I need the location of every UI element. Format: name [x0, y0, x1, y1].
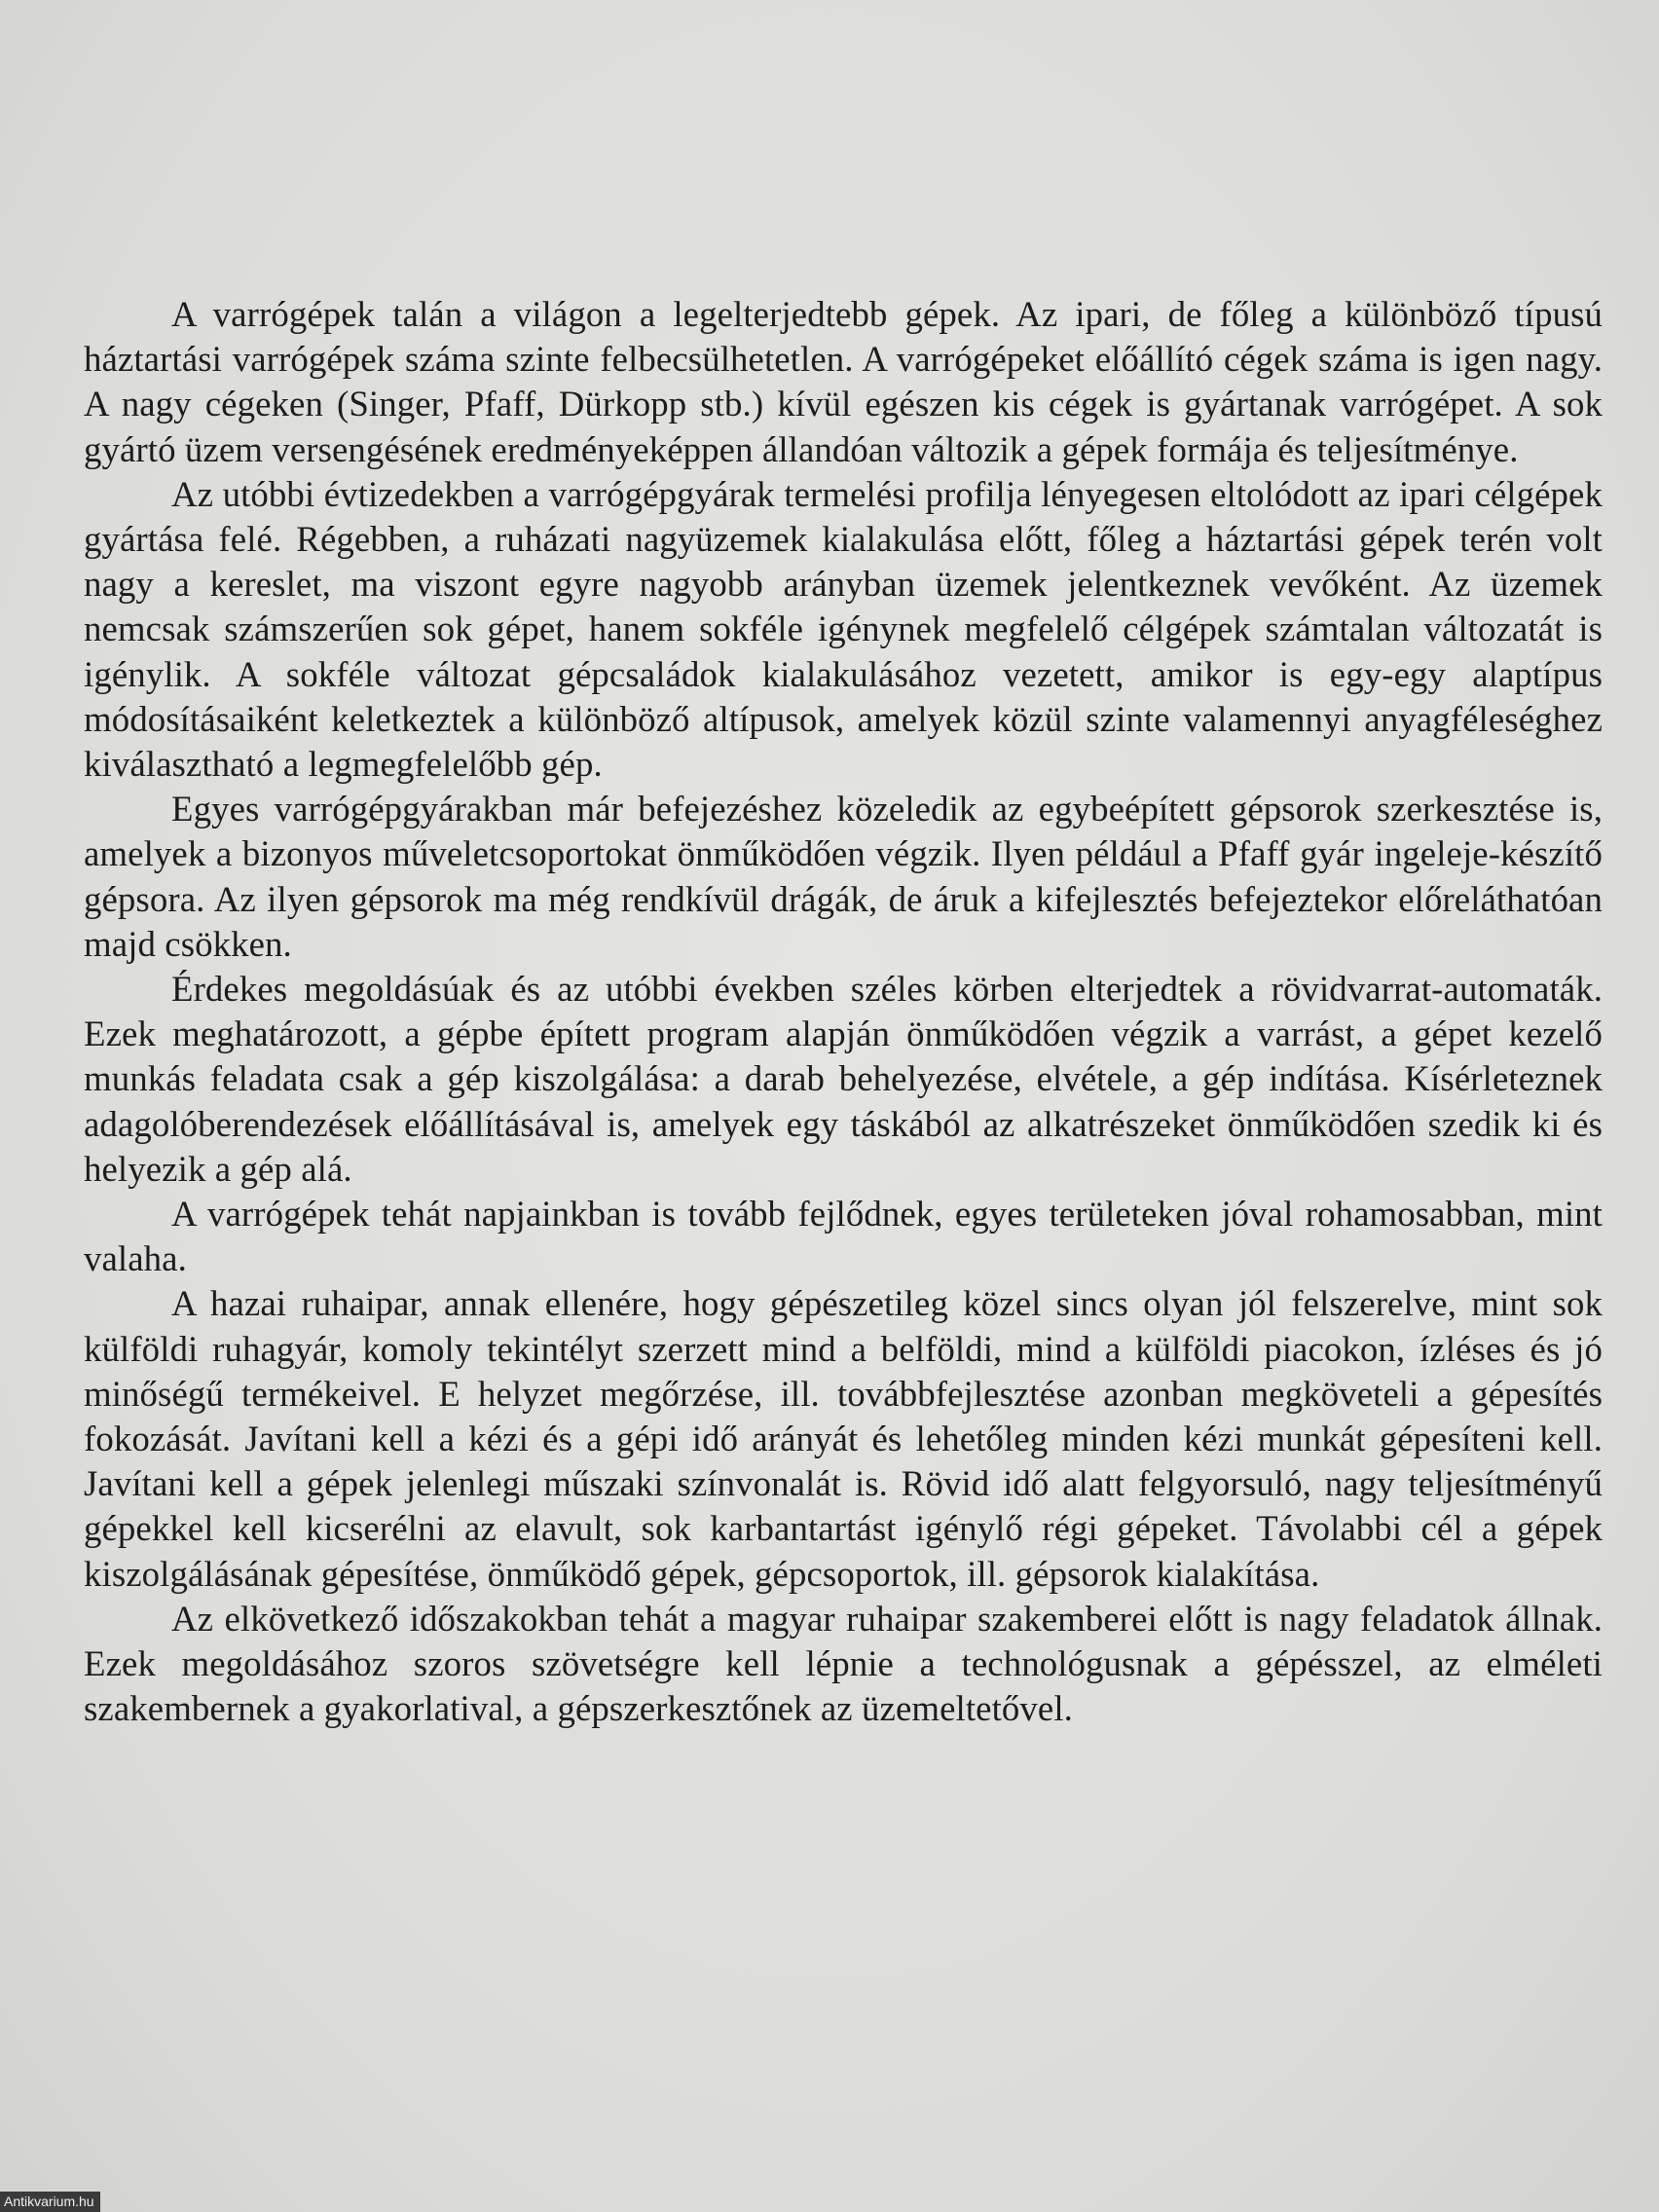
paragraph-6: A hazai ruhaipar, annak ellenére, hogy gépészetileg közel sincs olyan jól felszerelve, mint sok külföldi ruhagyár, komoly tekintélyt szerzett mind a belföldi, mind a külföldi piacokon, ízléses és jó minőségű termékeivel. E helyzet megőrzése, ill. továbbfejlesztése azonban megköveteli a gépesítés fokozását. Javítani kell a kézi és a gépi idő arányát és lehetőleg minden kézi munkát gépesíteni kell. Javítani kell a gépek jelenlegi műszaki színvonalát is. Rövid idő alatt felgyorsuló, nagy teljesítményű gépekkel kell kicserélni az elavult, sok karbantartást igénylő régi gépeket. Távolabbi cél a gépek kiszolgálásának gépesítése, önműködő gépek, gépcsoportok, ill. gépsorok kialakítása.: [84, 1283, 1603, 1594]
paragraph-2: Az utóbbi évtizedekben a varrógépgyárak termelési profilja lényegesen eltolódott az ipari célgépek gyártása felé. Régebben, a ruházati nagyüzemek kialakulása előtt, főleg a háztartási gépek terén volt nagy a kereslet, ma viszont egyre nagyobb arányban üzemek jelentkeznek vevőként. Az üzemek nemcsak számszerűen sok gépet, hanem sokféle igénynek megfelelő célgépek számtalan változatát is igénylik. A sokféle változat gépcsaládok kialakulásához vezetett, amikor is egy-egy alaptípus módosításaiként keletkeztek a különböző altípusok, amelyek közül szinte valamennyi anyagféleséghez kiválasztható a legmegfelelőbb gép.: [84, 473, 1603, 785]
paragraph-1: A varrógépek talán a világon a legelterjedtebb gépek. Az ipari, de főleg a különböző típusú háztartási varrógépek száma szinte felbecsülhetetlen. A varrógépeket előállító cégek száma is igen nagy. A nagy cégeken (Singer, Pfaff, Dürkopp stb.) kívül egészen kis cégek is gyártanak varrógépet. A sok gyártó üzem versengésének eredményeképpen állandóan változik a gépek formája és teljesítménye.: [84, 294, 1603, 469]
body-text: [84, 292, 1603, 1732]
watermark-label: Antikvarium.hu: [0, 2192, 100, 2212]
paragraph-7: Az elkövetkező időszakokban tehát a magyar ruhaipar szakemberei előtt is nagy feladatok állnak. Ezek megoldásához szoros szövetségre kell lépnie a technológusnak a gépésszel, az elméleti szakembernek a gyakorlatival, a gépszerkesztőnek az üzemeltetővel.: [84, 1598, 1603, 1729]
paragraph-4: Érdekes megoldásúak és az utóbbi években széles körben elterjedtek a rövidvarrat-automaták. Ezek meghatározott, a gépbe épített program alapján önműködően végzik a varrást, a gépet kezelő munkás feladata csak a gép kiszolgálása: a darab behelyezése, elvétele, a gép indítása. Kísérleteznek adagolóberendezések előállításával is, amelyek egy táskából az alkatrészeket önműködően szedik ki és helyezik a gép alá.: [84, 969, 1603, 1189]
paragraph-3: Egyes varrógépgyárakban már befejezéshez közeledik az egybeépített gépsorok szerkesztése is, amelyek a bizonyos műveletcsoportokat önműködően végzik. Ilyen például a Pfaff gyár ingeleje-készítő gépsora. Az ilyen gépsorok ma még rendkívül drágák, de áruk a kifejlesztés befejeztekor előreláthatóan majd csökken.: [84, 789, 1603, 964]
paragraph-5: A varrógépek tehát napjainkban is tovább fejlődnek, egyes területeken jóval rohamosabban, mint valaha.: [84, 1194, 1603, 1279]
